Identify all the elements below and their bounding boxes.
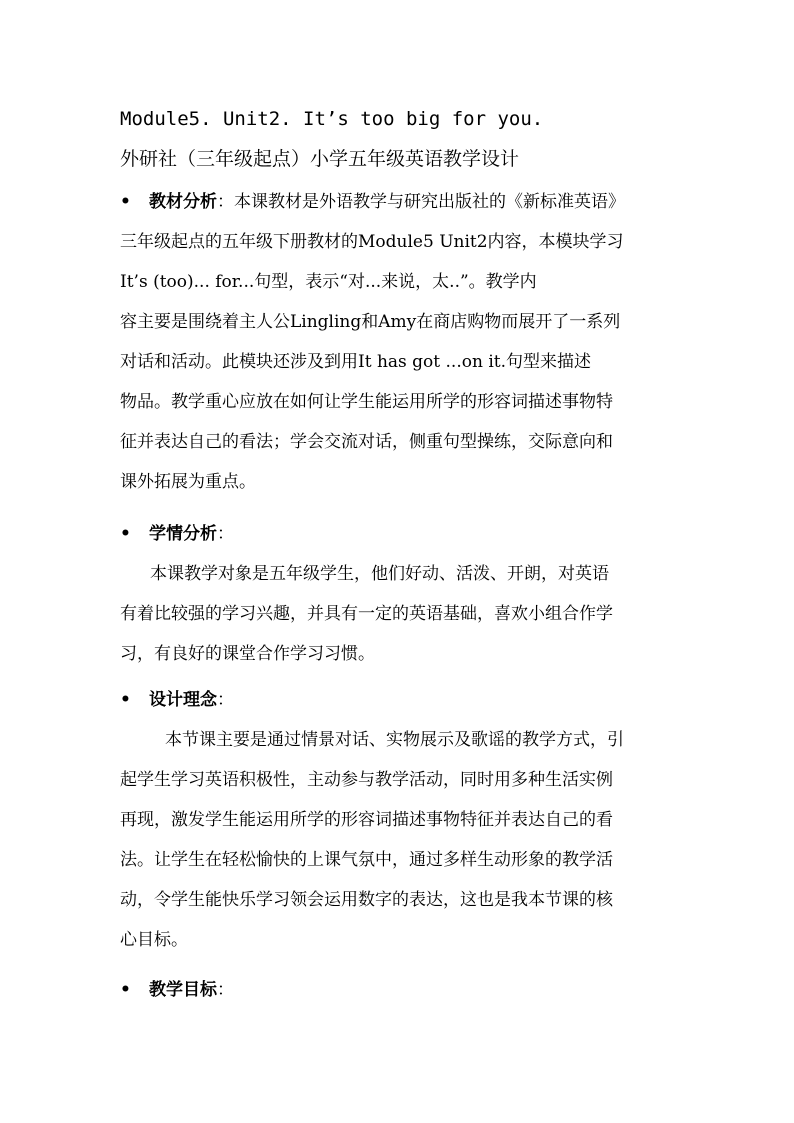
section-heading-line (120, 514, 680, 554)
section-heading-line (120, 182, 680, 222)
bullet-icon: • (120, 524, 131, 544)
section-teaching-goals (120, 970, 680, 1010)
bullet-icon: • (120, 192, 131, 212)
paragraph-line: 本节课主要是通过情景对话、实物展示及歌谣的教学方式，引 (165, 730, 624, 750)
section-heading: 教学目标 (149, 980, 217, 1000)
section-student-analysis (120, 514, 680, 674)
paragraph-line: 有着比较强的学习兴趣，并具有一定的英语基础，喜欢小组合作学 (120, 604, 613, 624)
paragraph-line: 征并表达自己的看法；学会交流对话，侧重句型操练，交际意向和 (120, 432, 613, 452)
section-design-concept (120, 680, 680, 960)
paragraph-line: 本课教学对象是五年级学生，他们好动、活泼、开朗，对英语 (150, 564, 609, 584)
paragraph-line: 三年级起点的五年级下册教材的Module5 Unit2内容，本模块学习 (120, 232, 624, 252)
heading-colon: ： (217, 690, 234, 710)
paragraph-line: 课外拓展为重点。 (120, 472, 256, 492)
paragraph-line: 心目标。 (120, 930, 188, 950)
paragraph-line: 物品。教学重心应放在如何让学生能运用所学的形容词描述事物特 (120, 392, 613, 412)
heading-colon: ： (217, 192, 234, 212)
paragraph-line: 法。让学生在轻松愉快的上课气氛中，通过多样生动形象的教学活 (120, 850, 613, 870)
paragraph-line: 起学生学习英语积极性，主动参与教学活动，同时用多种生活实例 (120, 770, 613, 790)
section-heading-line (120, 970, 680, 1010)
title-english: Module5. Unit2. It’s too big for you. (120, 108, 544, 130)
paragraph-line: 再现，激发学生能运用所学的形容词描述事物特征并表达自己的看 (120, 810, 613, 830)
paragraph-line: 容主要是围绕着主人公Lingling和Amy在商店购物而展开了一系列 (120, 312, 621, 332)
section-heading-line (120, 680, 680, 720)
title-chinese: 外研社（三年级起点）小学五年级英语教学设计 (120, 148, 520, 170)
section-heading: 学情分析 (149, 524, 217, 544)
paragraph-line: 对话和活动。此模块还涉及到用It has got ...on it.句型来描述 (120, 352, 591, 372)
bullet-icon: • (120, 690, 131, 710)
section-heading: 教材分析 (149, 192, 217, 212)
paragraph-line: 本课教材是外语教学与研究出版社的《新标准英语》 (234, 192, 625, 212)
heading-colon: ： (217, 524, 234, 544)
section-textbook-analysis (120, 182, 680, 502)
section-heading: 设计理念 (149, 690, 217, 710)
heading-colon: ： (217, 980, 234, 1000)
bullet-icon: • (120, 980, 131, 1000)
paragraph-line: It’s (too)... for...句型，表示“对...来说，太..”。教学内 (120, 272, 537, 292)
paragraph-line: 动，令学生能快乐学习领会运用数字的表达，这也是我本节课的核 (120, 890, 613, 910)
paragraph-line: 习，有良好的课堂合作学习习惯。 (120, 644, 375, 664)
